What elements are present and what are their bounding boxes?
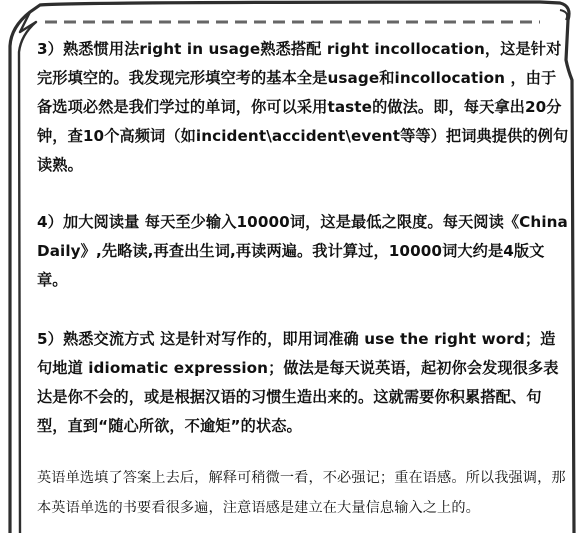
paragraph-usage-collocation: 3）熟悉惯用法right in usage熟悉搭配 right incollocation，这是针对完形填空的。我发现完形填空考的基本全是usage和incollocation ，由于备选项必然是我们学过的单词，你可以采用taste的做法。即，每天拿出20分钟，查10个高频词（如incident\accident\event等等）把词典提供的例句读熟。 <box>37 40 569 174</box>
frame-right-edge <box>560 10 567 20</box>
paragraph-single-choice: 英语单选填了答案上去后，解释可稍微一看，不必强记；重在语感。所以我强调，那本英语单选的书要看很多遍，注意语感是建立在大量信息输入之上的。 <box>37 470 566 516</box>
paragraph-communication: 5）熟悉交流方式 这是针对写作的，即用词准确 use the right word；造句地道 idiomatic expression；做法是每天说英语，起初你会发现很多表达是你不会的，或是根据汉语的习惯生造出来的。这就需要你积累搭配、句型，直到“随心所欲，不逾矩”的状态。 <box>37 330 559 435</box>
article-body <box>37 35 569 523</box>
paragraph-reading-volume: 4）加大阅读量 每天至少输入10000词，这是最低之限度。每天阅读《China Daily》,先略读,再查出生词,再读两遍。我计算过，10000词大约是4版文章。 <box>37 213 568 289</box>
frame-border-inner <box>19 22 36 533</box>
